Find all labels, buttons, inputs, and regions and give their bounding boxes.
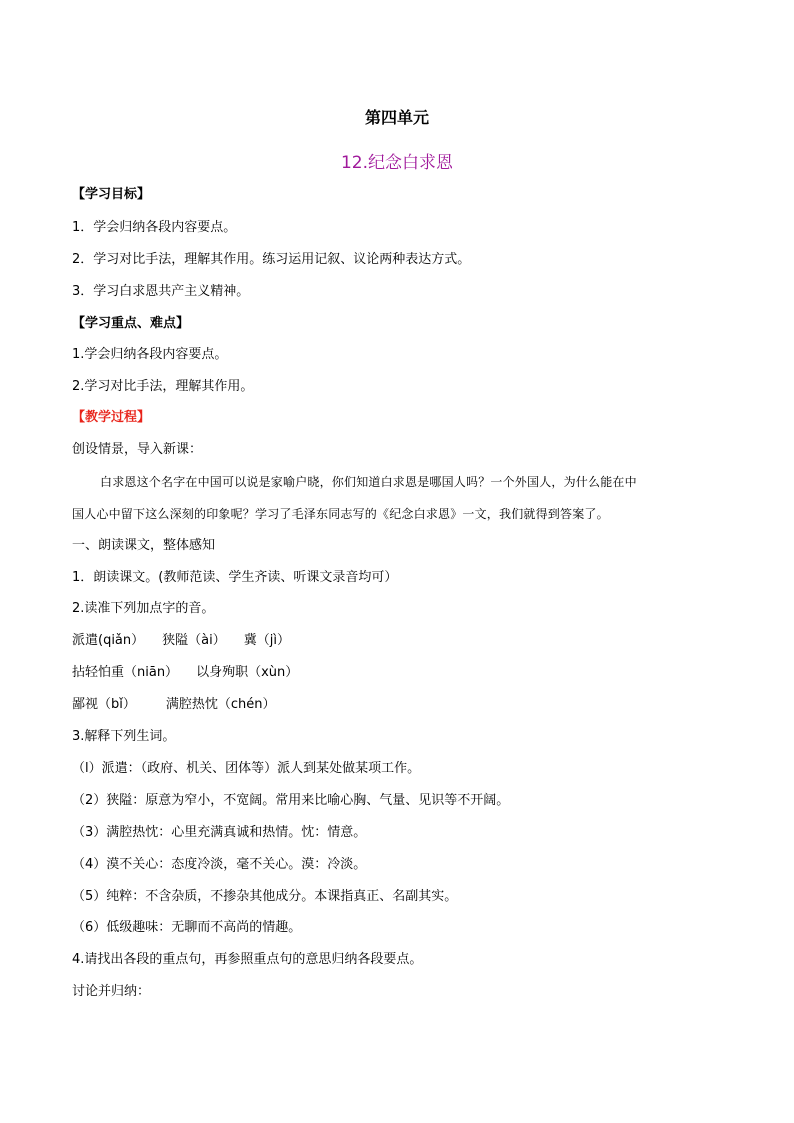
pinyin-word: 狭隘（ài） xyxy=(162,633,226,648)
objective-item: 3．学习白求恩共产主义精神。 xyxy=(72,284,250,299)
intro-paragraph-line: 白求恩这个名字在中国可以说是家喻户晓，你们知道白求恩是哪国人吗？一个外国人，为什么能在中 xyxy=(100,475,637,489)
step-key-sentences: 4.请找出各段的重点句，再参照重点句的意思归纳各段要点。 xyxy=(72,952,423,967)
pinyin-word: 以身殉职（xùn） xyxy=(196,665,299,680)
step-read-aloud: 1．朗读课文。(教师范读、学生齐读、听课文录音均可） xyxy=(72,570,398,585)
objective-item: 1．学会归纳各段内容要点。 xyxy=(72,220,237,235)
pinyin-row xyxy=(72,664,298,682)
intro-paragraph-line: 国人心中留下这么深刻的印象呢？学习了毛泽东同志写的《纪念白求恩》一文，我们就得到答案了。 xyxy=(72,507,609,521)
key-points-heading: 【学习重点、难点】 xyxy=(72,316,190,331)
definition-item: （2）狭隘：原意为窄小，不宽阔。常用来比喻心胸、气量、见识等不开阔。 xyxy=(72,793,510,808)
pinyin-word: 满腔热忱（chén） xyxy=(165,697,276,712)
unit-title: 第四单元 xyxy=(364,108,429,127)
definition-item: （l）派遣：（政府、机关、团体等）派人到某处做某项工作。 xyxy=(72,761,421,776)
process-heading: 【教学过程】 xyxy=(72,410,151,425)
intro-label: 创设情景，导入新课： xyxy=(72,442,203,457)
objectives-heading: 【学习目标】 xyxy=(72,187,151,202)
pinyin-row xyxy=(72,696,276,714)
step-vocabulary: 3.解释下列生词。 xyxy=(72,729,176,744)
section-heading: 一、朗读课文，整体感知 xyxy=(72,538,216,553)
pinyin-row xyxy=(72,632,290,650)
definition-item: （3）满腔热忱：心里充满真诚和热情。忱：情意。 xyxy=(72,825,367,840)
key-point-item: 1.学会归纳各段内容要点。 xyxy=(72,347,228,362)
key-point-item: 2.学习对比手法，理解其作用。 xyxy=(72,379,254,394)
pinyin-word: 派遣(qiǎn） xyxy=(72,633,145,648)
pinyin-word: 拈轻怕重（niān） xyxy=(72,665,179,680)
pinyin-word: 鄙视（bǐ） xyxy=(72,697,136,712)
discussion-label: 讨论并归纳： xyxy=(72,984,151,999)
lesson-title: 12.纪念白求恩 xyxy=(340,153,454,173)
definition-item: （6）低级趣味：无聊而不高尚的情趣。 xyxy=(72,920,302,935)
definition-item: （5）纯粹：不含杂质，不掺杂其他成分。本课指真正、名副其实。 xyxy=(72,889,458,904)
definition-item: （4）漠不关心：态度冷淡，毫不关心。漠：冷淡。 xyxy=(72,857,367,872)
objective-item: 2．学习对比手法，理解其作用。练习运用记叙、议论两种表达方式。 xyxy=(72,252,471,267)
step-pronunciation: 2.读准下列加点字的音。 xyxy=(72,601,215,616)
pinyin-word: 冀（jì） xyxy=(243,633,290,648)
